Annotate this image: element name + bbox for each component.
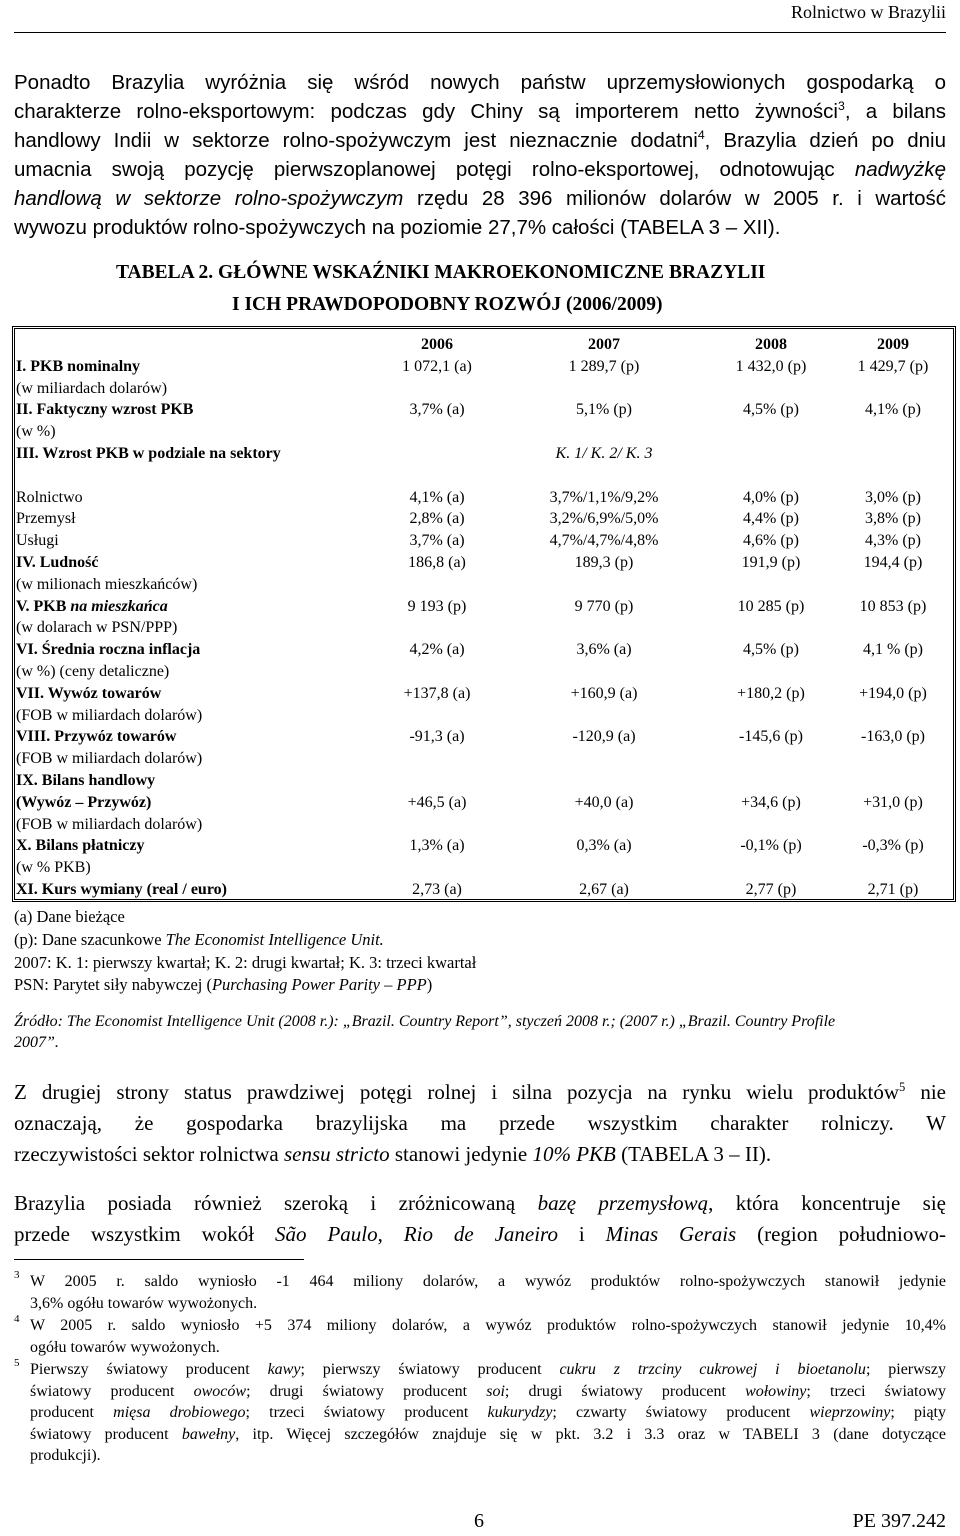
table-cell: 4,0% (p) <box>743 488 799 506</box>
footnote-number: 4 <box>14 1313 20 1325</box>
footnote-line: produkcji). <box>30 1447 101 1464</box>
table-row <box>16 487 946 509</box>
row-label: III. Wzrost PKB w podziale na sektory <box>16 444 281 462</box>
row-label: (w milionach mieszkańców) <box>16 575 198 593</box>
table-cell: -0,1% (p) <box>740 837 802 855</box>
table-cell: 10 285 (p) <box>737 597 805 615</box>
table-cell: +31,0 (p) <box>863 793 923 811</box>
footnote-ref-3[interactable]: 3 <box>837 99 845 114</box>
table-cell: 4,2% (a) <box>409 641 465 659</box>
table-row <box>16 835 946 857</box>
table-row <box>16 596 946 618</box>
footnote-line: światowy producent bawełny, itp. Więcej szczegółów znajduje się w pkt. 3.2 i 3.3 oraz w TABELI 3 (dane dotyczące <box>30 1425 946 1443</box>
footnote-rule <box>14 1259 304 1260</box>
footnote-line: 3,6% ogółu towarów wywożonych. <box>30 1294 258 1312</box>
table-cell: 194,4 (p) <box>863 553 923 571</box>
table-row <box>16 530 946 552</box>
table-cell: -120,9 (a) <box>572 728 636 746</box>
note-2007: 2007: K. 1: pierwszy kwartał; K. 2: drugi kwartał; K. 3: trzeci kwartał <box>14 952 477 972</box>
table-row <box>16 443 946 465</box>
table-cell: 3,8% (p) <box>865 510 921 528</box>
table-cell: 9 193 (p) <box>407 597 467 615</box>
table-cell: 1 429,7 (p) <box>857 357 929 375</box>
row-label: (FOB w miliardach dolarów) <box>16 706 203 724</box>
table-cell: 3,7% (a) <box>409 401 465 419</box>
intro-line: wywozu produktów rolno-spożywczych na poziomie 27,7% całości (TABELA 3 – XII). <box>14 216 781 239</box>
table-cell: 1,3% (a) <box>409 837 465 855</box>
table-cell: 186,8 (a) <box>408 553 466 571</box>
intro-line: handlową w sektorze rolno-spożywczym rzędu 28 396 milionów dolarów w 2005 r. i wartość <box>14 187 947 210</box>
intro-line: charakterze rolno-eksportowym: podczas gdy Chiny są importerem netto żywności$^3$, a bilans <box>14 99 946 123</box>
table-title-line1: TABELA 2. GŁÓWNE WSKAŹNIKI MAKROEKONOMICZNE BRAZYLII <box>116 262 766 283</box>
table-cell: 1 072,1 (a) <box>402 357 472 375</box>
row-label: I. PKB nominalny <box>16 357 141 375</box>
table-cell: 1 289,7 (p) <box>568 357 640 375</box>
macro-indicators-table <box>16 334 946 901</box>
year-header: 2006 <box>421 336 453 353</box>
table-cell: 0,3% (a) <box>576 837 632 855</box>
source-line: Źródło: The Economist Intelligence Unit (2008 r.): „Brazil. Country Report”, styczeń 2008 r.; (2007 r.) „Brazil. Country Profile <box>14 1013 836 1030</box>
footnote-line: W 2005 r. saldo wyniosło -1 464 miliony dolarów, a wywóz produktów rolno-spożywczych stanowił jedynie <box>30 1273 946 1290</box>
year-header: 2009 <box>877 336 909 353</box>
row-label: (w %) <box>16 423 56 441</box>
table-row <box>16 421 946 443</box>
table-cell: 9 770 (p) <box>574 597 634 615</box>
header-rule <box>14 32 946 33</box>
table-cell: 2,67 (a) <box>579 880 629 898</box>
table-cell: 4,5% (p) <box>743 401 799 419</box>
table-cell: 4,7%/4,7%/4,8% <box>549 532 659 550</box>
footnote-5 <box>14 1359 946 1467</box>
row-label: II. Faktyczny wzrost PKB <box>16 401 194 419</box>
table-cell: 3,6% (a) <box>576 641 632 659</box>
para2-line: Z drugiej strony status prawdziwej potęgi rolnej i silna pozycja na rynku wielu produktów$^5$ nie <box>14 1080 946 1104</box>
table-cell: 4,3% (p) <box>865 532 921 550</box>
table-row <box>16 857 946 879</box>
row-label: Usługi <box>16 532 59 550</box>
table-cell: +194,0 (p) <box>859 684 927 702</box>
para3-line: Brazylia posiada również szeroką i zróżnicowaną bazę przemysłową, która koncentruje się <box>14 1191 946 1215</box>
intro-line: Ponadto Brazylia wyróżnia się wśród nowych państw uprzemysłowionych gospodarką o <box>14 71 946 94</box>
table-cell: 1 432,0 (p) <box>735 357 807 375</box>
note-p: (p): Dane szacunkowe The Economist Intelligence Unit. <box>14 929 384 949</box>
para3-line: przede wszystkim wokół São Paulo, Rio de Janeiro i Minas Gerais (region południowo- <box>14 1222 946 1246</box>
note-psn: PSN: Parytet siły nabywczej (Purchasing Power Parity – PPP) <box>14 975 433 995</box>
table-notes <box>14 906 476 997</box>
running-header: Rolnictwo w Brazylii <box>791 2 946 22</box>
row-label: IV. Ludność <box>16 553 99 571</box>
table-cell: 189,3 (p) <box>574 553 634 571</box>
row-label: V. PKB na mieszkańca <box>16 597 168 615</box>
footnote-ref-4[interactable]: 4 <box>697 128 705 143</box>
row-label: VII. Wywóz towarów <box>16 684 162 702</box>
row-label: X. Bilans płatniczy <box>16 837 145 855</box>
table-row <box>16 683 946 705</box>
table-cell: +34,6 (p) <box>741 793 801 811</box>
table-cell: 3,7%/1,1%/9,2% <box>549 488 659 506</box>
footnote-number: 3 <box>14 1269 20 1281</box>
footnote-line: ogółu towarów wywożonych. <box>30 1338 220 1356</box>
table-row <box>16 726 946 748</box>
page-number: 6 <box>474 1510 484 1532</box>
footnote-3 <box>14 1271 946 1314</box>
table-cell: 10 853 (p) <box>859 597 927 615</box>
row-label: (w dolarach w PSN/PPP) <box>16 619 178 637</box>
intro-line: umacnia swoją pozycję pierwszoplanowej potęgi rolno-eksportowej, odnotowując nadwyżkę <box>14 158 946 181</box>
table-cell: 2,71 (p) <box>867 880 919 898</box>
intro-paragraph <box>14 68 946 242</box>
paragraph-3 <box>14 1188 946 1250</box>
row-label: (w %) (ceny detaliczne) <box>16 662 170 680</box>
table-cell: 191,9 (p) <box>741 553 801 571</box>
table-title-line2: I ICH PRAWDOPODOBNY ROZWÓJ (2006/2009) <box>232 294 663 315</box>
footnote-number: 5 <box>14 1357 20 1369</box>
row-label: (w % PKB) <box>16 859 91 877</box>
table-cell: 2,8% (a) <box>409 510 465 528</box>
table-row <box>16 879 946 901</box>
table-cell: 4,4% (p) <box>743 510 799 528</box>
table-cell: 5,1% (p) <box>576 401 632 419</box>
document-reference: PE 397.242 <box>852 1510 946 1532</box>
table-cell: +40,0 (a) <box>574 793 634 811</box>
intro-line: handlowy Indii w sektorze rolno-spożywczym jest nieznacznie dodatni$^4$, Brazylia dzień po dniu <box>14 128 946 152</box>
para2-line: oznaczają, że gospodarka brazylijska ma przede wszystkim charakter rolniczy. W <box>14 1111 946 1135</box>
table-cell: 2,77 (p) <box>745 880 797 898</box>
row-label: Rolnictwo <box>16 488 83 506</box>
table-cell: 4,5% (p) <box>743 641 799 659</box>
row-label: (Wywóz – Przywóz) <box>16 793 152 811</box>
table-row <box>16 617 946 639</box>
year-header: 2008 <box>755 336 787 353</box>
table-cell: K. 1/ K. 2/ K. 3 <box>555 444 653 462</box>
table-cell: -145,6 (p) <box>739 728 803 746</box>
para2-line: rzeczywistości sektor rolnictwa sensu stricto stanowi jedynie 10% PKB (TABELA 3 – II). <box>14 1142 772 1166</box>
table-cell: -163,0 (p) <box>861 728 925 746</box>
table-source <box>14 1011 946 1053</box>
table-row <box>16 748 946 770</box>
table-cell: 4,6% (p) <box>743 532 799 550</box>
note-a: (a) Dane bieżące <box>14 907 125 926</box>
row-label: (w miliardach dolarów) <box>16 379 168 397</box>
table-row <box>16 814 946 836</box>
row-label: IX. Bilans handlowy <box>16 771 156 789</box>
table-cell: 4,1% (a) <box>409 488 465 506</box>
table-row <box>16 552 946 574</box>
table-cell: +160,9 (a) <box>570 684 638 702</box>
footnote-line: światowy producent owoców; drugi światowy producent soi; drugi światowy producent wołowiny; trzeci światowy <box>30 1382 947 1400</box>
table-row <box>16 639 946 661</box>
footnote-ref-5[interactable]: 5 <box>898 1080 906 1094</box>
table-cell: 3,0% (p) <box>865 488 921 506</box>
row-label: (FOB w miliardach dolarów) <box>16 750 203 768</box>
table-cell: 3,7% (a) <box>409 532 465 550</box>
year-header: 2007 <box>588 336 620 353</box>
table-row <box>16 661 946 683</box>
footnote-line: W 2005 r. saldo wyniosło +5 374 miliony dolarów, a wywóz produktów rolno-spożywczych stanowił jedynie 10,4% <box>30 1317 946 1334</box>
row-label: VI. Średnia roczna inflacja <box>16 641 201 659</box>
source-line: 2007”. <box>14 1034 59 1051</box>
row-label: XI. Kurs wymiany (real / euro) <box>16 880 227 898</box>
table-cell: 3,2%/6,9%/5,0% <box>549 510 659 528</box>
table-cell: +46,5 (a) <box>407 793 467 811</box>
footnote-line: Pierwszy światowy producent kawy; pierwszy światowy producent cukru z trzciny cukrowej i bioetanolu; pierwszy <box>30 1361 947 1378</box>
footnote-4 <box>14 1315 946 1358</box>
table-row <box>16 705 946 727</box>
row-label: Przemysł <box>16 510 76 528</box>
table-cell: -0,3% (p) <box>862 837 924 855</box>
table-row <box>16 508 946 530</box>
table-cell: +137,8 (a) <box>403 684 471 702</box>
table-row <box>16 574 946 596</box>
paragraph-2 <box>14 1077 946 1170</box>
table-row <box>16 465 946 487</box>
table-row <box>16 378 946 400</box>
table-row <box>16 356 946 378</box>
table-cell: +180,2 (p) <box>737 684 805 702</box>
table-cell: 4,1 % (p) <box>863 641 923 659</box>
table-row <box>16 792 946 814</box>
table-row <box>16 770 946 792</box>
table-cell: 2,73 (a) <box>412 880 462 898</box>
row-label: VIII. Przywóz towarów <box>16 728 177 746</box>
table-cell: -91,3 (a) <box>409 728 465 746</box>
table-header-row <box>16 334 946 356</box>
table-row <box>16 399 946 421</box>
footnote-line: producent mięsa drobiowego; trzeci światowy producent kukurydzy; czwarty światowy producent wieprzowiny; piąty <box>30 1404 946 1421</box>
row-label: (FOB w miliardach dolarów) <box>16 815 203 833</box>
table-cell: 4,1% (p) <box>865 401 921 419</box>
